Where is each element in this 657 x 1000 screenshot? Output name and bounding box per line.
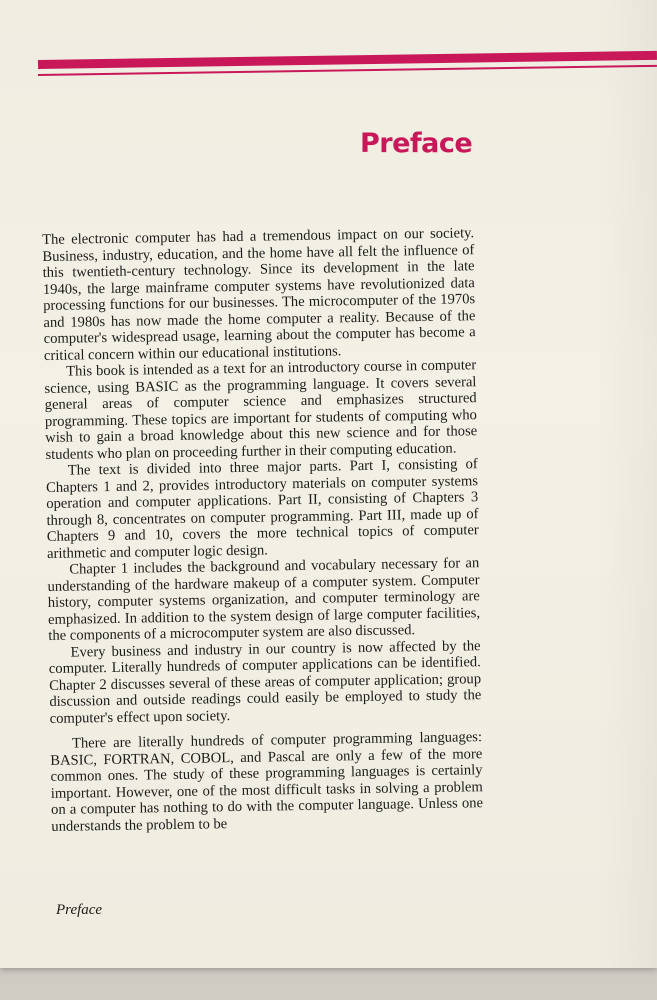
paragraph-1: The electronic computer has had a tremendous impact on our society. Business, industry, education, and the home have all felt the influence of this twentieth-century technology. Since its development in the late 1940s, the large mainframe computer systems have revolutionized data processing functions for our businesses. The microcomputer of the 1970s and 1980s has now made the home computer a reality. Because of the computer's widespread usage, learning about the computer has become a critical concern within our educational institutions. xyxy=(42,225,476,364)
running-footer: Preface xyxy=(56,902,103,918)
preface-body xyxy=(42,225,483,835)
paragraph-5: Every business and industry in our country is now affected by the computer. Literally hundreds of computer applications can be identified. Chapter 2 discusses several of these areas of computer application; group discussion and outside readings could easily be employed to study the computer's effect upon society. xyxy=(48,637,482,727)
paragraph-2: This book is intended as a text for an introductory course in computer science, using BASIC as the programming language. It covers several general areas of computer science and emphasizes structured programming. These topics are important for students of computing who wish to gain a broad knowledge about this new science and for those students who plan on proceeding further in their computing education. xyxy=(44,357,478,463)
paragraph-4: Chapter 1 includes the background and vocabulary necessary for an understanding of the hardware makeup of a computer system. Computer history, computer systems organization, and computer terminology are emphasized. In addition to the system design of large computer facilities, the components of a microcomputer system are also discussed. xyxy=(47,555,481,644)
page-shading xyxy=(597,0,657,968)
page-title: Preface xyxy=(360,128,473,159)
paragraph-3: The text is divided into three major parts. Part I, consisting of Chapters 1 and 2, provides introductory materials on computer systems operation and computer applications. Part II, consisting of Chapters 3 through 8, concentrates on computer programming. Part III, made up of Chapters 9 and 10, covers the more technical topics of computer arithmetic and computer logic design. xyxy=(45,456,479,562)
paragraph-6: There are literally hundreds of computer programming languages: BASIC, FORTRAN, COBOL, and Pascal are only a few of the more common ones. The study of these programming languages is certainly important. However, one of the most difficult tasks in solving a problem on a computer has nothing to do with the computer language. Unless one understands the problem to be xyxy=(50,729,484,835)
